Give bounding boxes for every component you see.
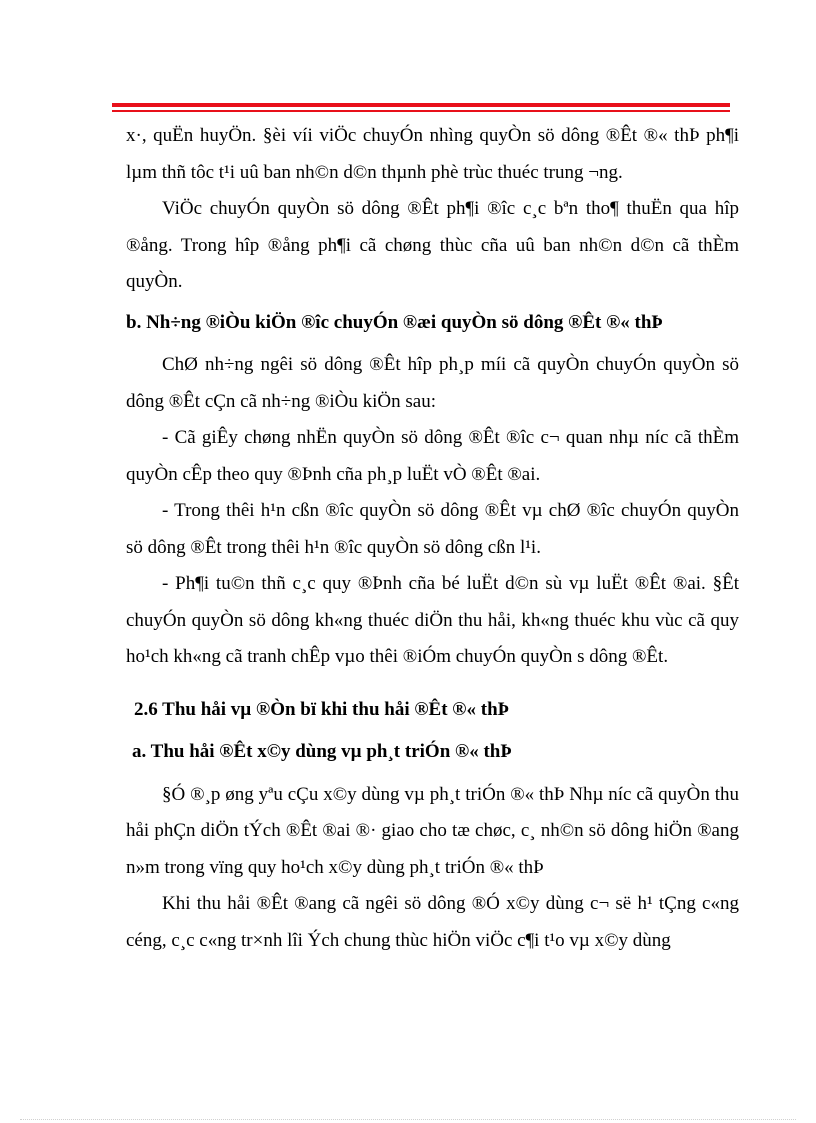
header-rule	[112, 103, 730, 107]
paragraph-8: Khi thu håi ®Êt ®ang cã ngêi sö dông ®Ó x©y dùng c¬ së h¹ tÇng c«ng céng, c¸c c«ng tr×nh lîi Ých chung thùc hiÖn viÖc c¶i t¹o vµ x©y dùng	[126, 893, 739, 951]
document-body	[126, 118, 739, 959]
header-rule-thin	[112, 110, 730, 112]
paragraph-3: ChØ nh÷ng ngêi sö dông ®Êt hîp ph¸p míi cã quyÒn chuyÓn quyÒn sö dông ®Êt cÇn cã nh÷ng ®iÒu kiÖn sau:	[126, 354, 739, 412]
paragraph-4: - Cã giÊy chøng nhËn quyÒn sö dông ®Êt ®îc c¬ quan nhµ níc cã thÈm quyÒn cÊp theo quy ®Þnh cña ph¸p luËt vÒ ®Êt ®ai.	[126, 427, 739, 485]
paragraph-5: - Trong thêi h¹n cßn ®îc quyÒn sö dông ®Êt vµ chØ ®îc chuyÓn quyÒn sö dông ®Êt trong thêi h¹n ®îc quyÒn sö dông cßn l¹i.	[126, 500, 739, 558]
heading-a: a. Thu håi ®Êt x©y dùng vµ ph¸t triÓn ®« thÞ	[132, 741, 512, 762]
heading-2-6: 2.6 Thu håi vµ ®Òn bï khi thu håi ®Êt ®« thÞ	[134, 698, 510, 720]
paragraph-2: ViÖc chuyÓn quyÒn sö dông ®Êt ph¶i ®îc c¸c bªn tho¶ thuËn qua hîp ®ång. Trong hîp ®ång ph¶i cã chøng thùc cña uû ban nh©n d©n cã thÈm quyÒn.	[126, 198, 739, 292]
heading-b: b. Nh÷ng ®iÒu kiÖn ®îc chuyÓn ®æi quyÒn sö dông ®Êt ®« thÞ	[126, 311, 664, 333]
paragraph-1: x·, quËn huyÖn. §èi víi viÖc chuyÓn nhìng quyÒn sö dông ®Êt ®« thÞ ph¶i lµm thñ tôc t¹i uû ban nh©n d©n thµnh phè trùc thuéc trung ¬ng.	[126, 125, 739, 183]
paragraph-7: §Ó ®¸p øng yªu cÇu x©y dùng vµ ph¸t triÓn ®« thÞ Nhµ níc cã quyÒn thu håi phÇn diÖn tÝch ®Êt ®ai ®· giao cho tæ chøc, c¸ nh©n sö dông hiÖn ®ang n»m trong vïng quy ho¹ch x©y dùng ph¸t triÓn ®« thÞ	[126, 783, 739, 878]
page-bottom-border	[20, 1119, 796, 1120]
paragraph-6: - Ph¶i tu©n thñ c¸c quy ®Þnh cña bé luËt d©n sù vµ luËt ®Êt ®ai. §Êt chuyÓn quyÒn sö dông kh«ng thuéc diÖn thu håi, kh«ng thuéc khu vùc cã quy ho¹ch kh«ng cã tranh chÊp vµo thêi ®iÓm chuyÓn quyÒn s dông ®Êt.	[126, 573, 739, 667]
